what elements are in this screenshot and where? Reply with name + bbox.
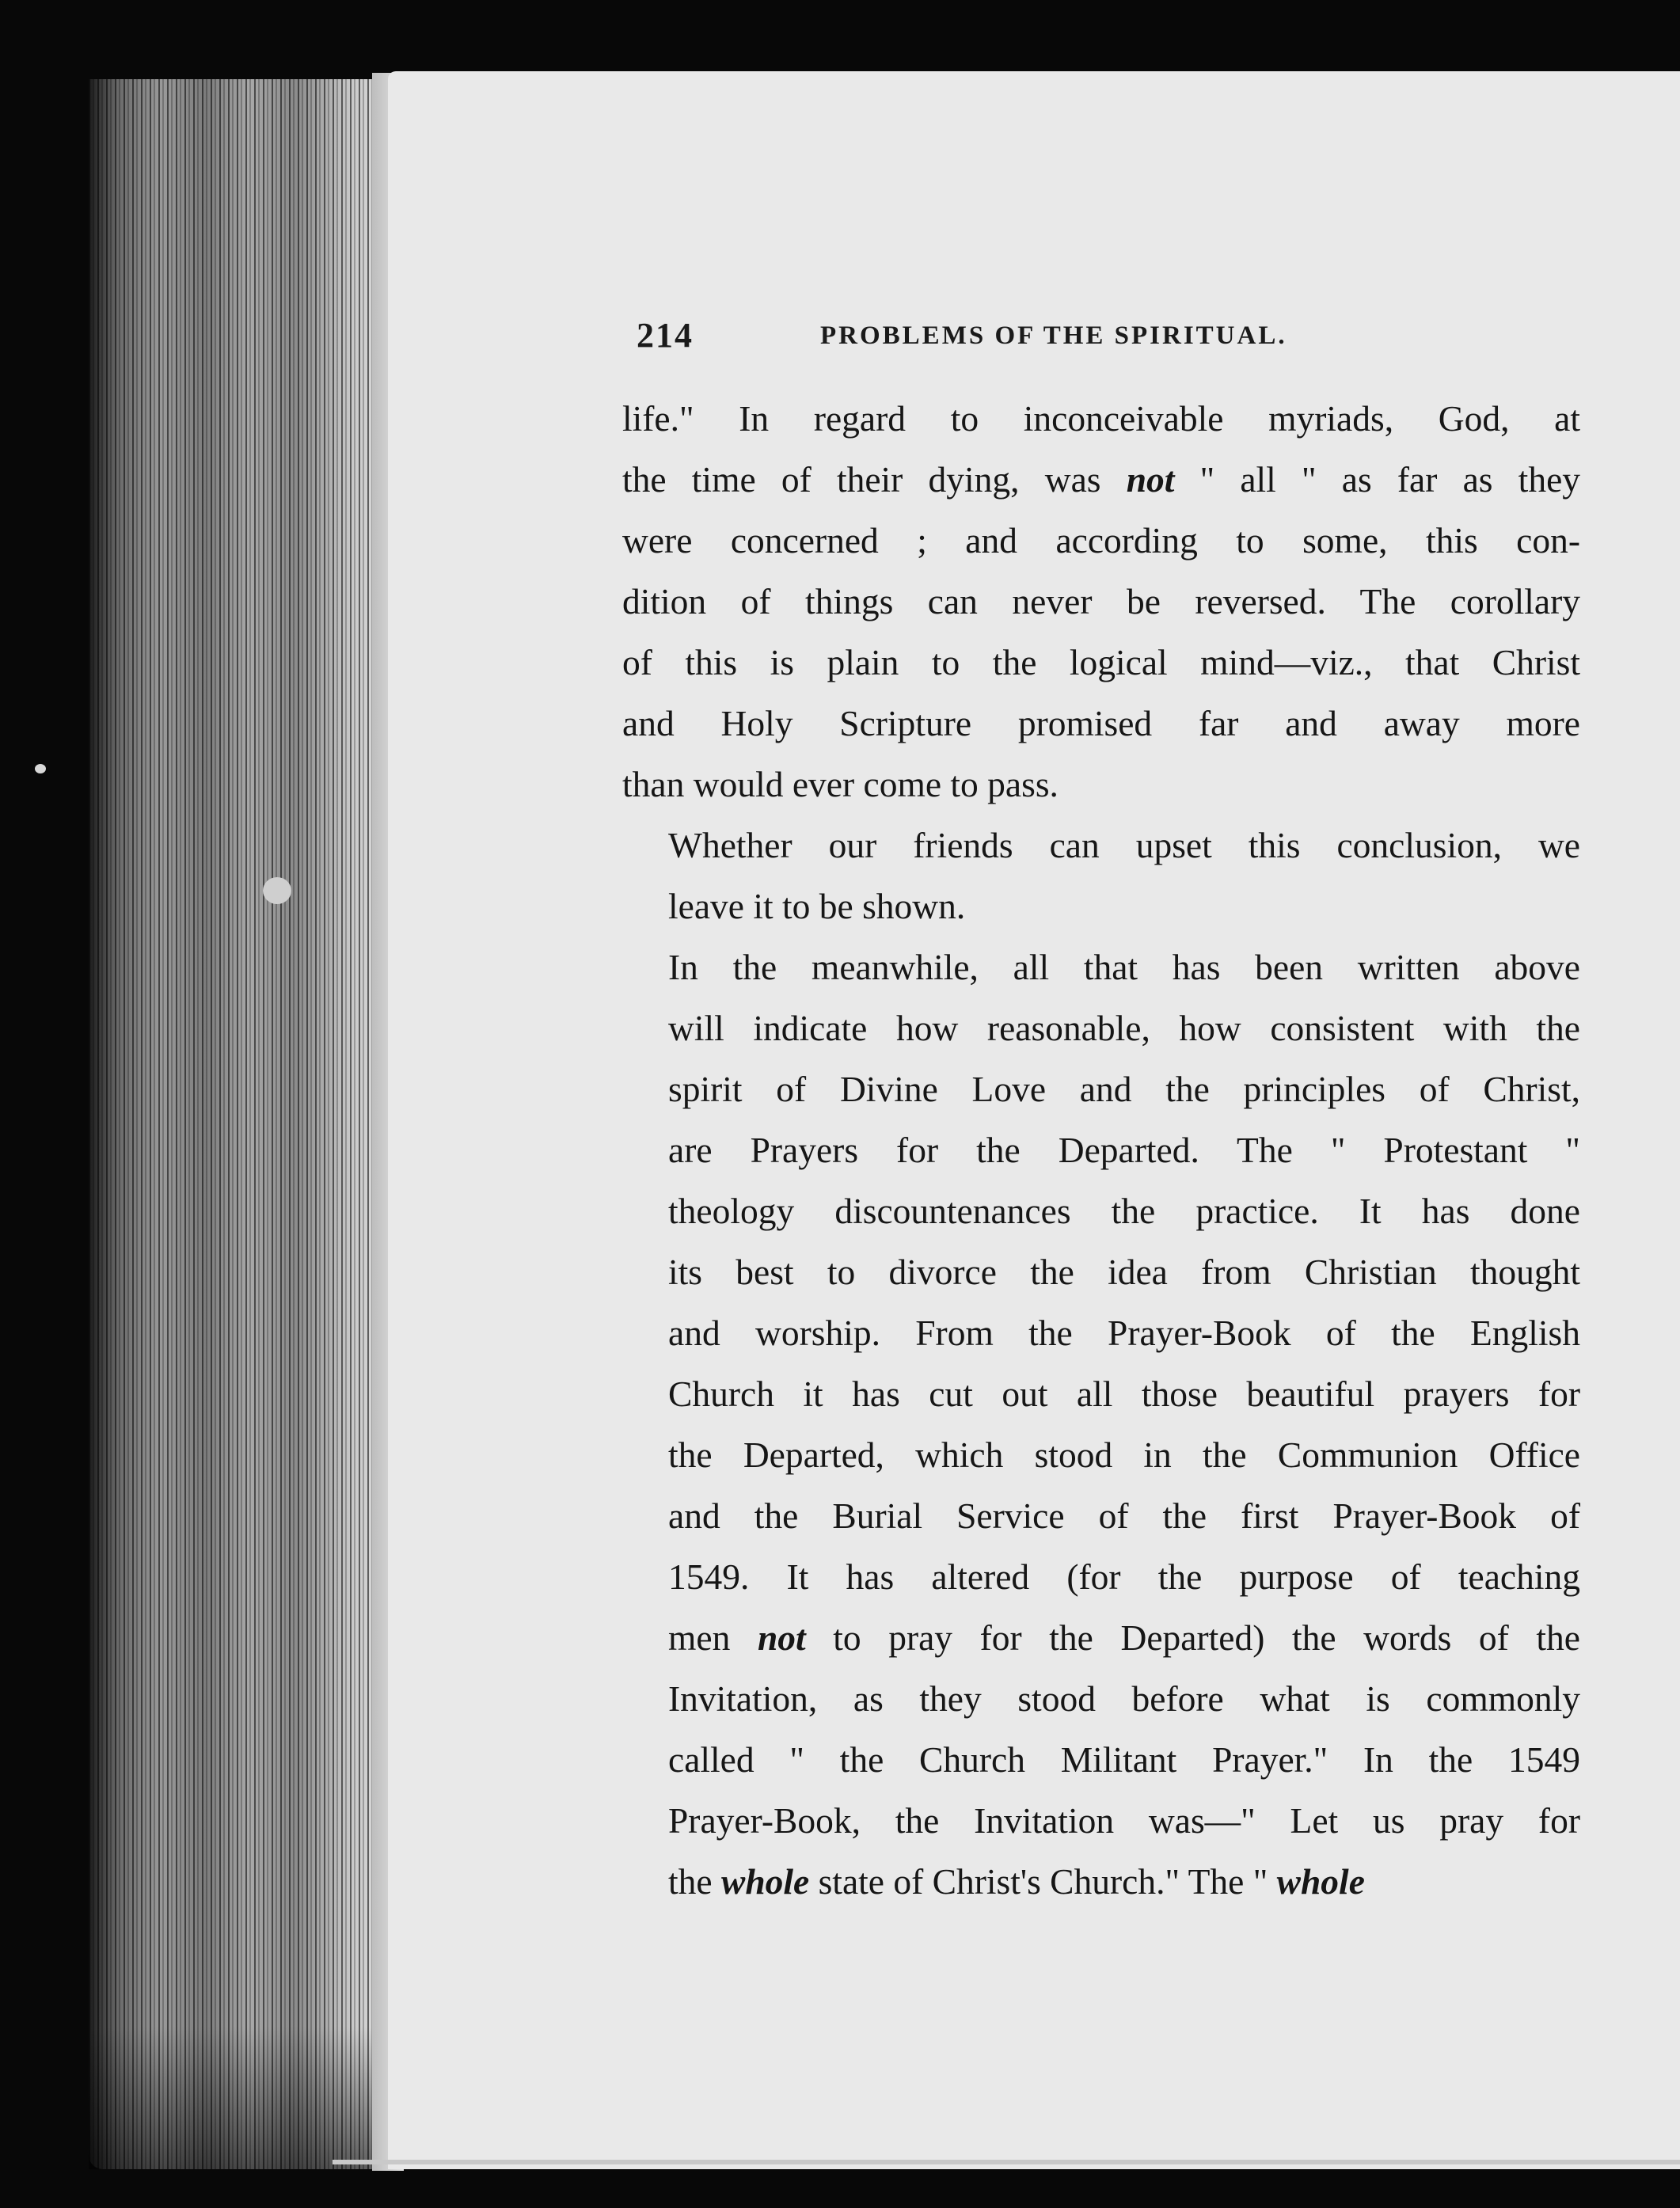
running-title: PROBLEMS OF THE SPIRITUAL.	[820, 321, 1287, 350]
text-line: life." In regard to inconceivable myriads, God, at	[622, 398, 1580, 439]
text-line: of this is plain to the logical mind—viz., that Christ	[622, 642, 1580, 682]
text-line: men not to pray for the Departed) the words of the	[668, 1617, 1581, 1658]
scan-speck	[35, 764, 46, 773]
emphasis: not	[1126, 459, 1175, 500]
paragraph	[622, 815, 1580, 937]
text-line: are Prayers for the Departed. The " Protestant "	[668, 1130, 1580, 1170]
scan-speck	[263, 877, 291, 904]
paragraph	[622, 937, 1580, 1912]
text-line: Invitation, as they stood before what is commonly	[668, 1678, 1580, 1719]
text-line: the Departed, which stood in the Communion Office	[668, 1435, 1580, 1475]
emphasis: whole	[1276, 1861, 1365, 1902]
text-line: and worship. From the Prayer-Book of the English	[668, 1313, 1580, 1353]
text-line: theology discountenances the practice. It has done	[668, 1191, 1580, 1231]
text-line: Whether our friends can upset this conclusion, we	[668, 825, 1580, 865]
text-line: the time of their dying, was not " all " as far as they	[622, 459, 1581, 500]
text-line: its best to divorce the idea from Christian thought	[668, 1252, 1580, 1292]
text-line: than would ever come to pass.	[622, 764, 1059, 804]
emphasis: whole	[720, 1861, 810, 1902]
text-line: and Holy Scripture promised far and away more	[622, 703, 1580, 743]
text-line: the whole state of Christ's Church." The " whole	[668, 1861, 1365, 1902]
text-line: 1549. It has altered (for the purpose of teaching	[668, 1556, 1580, 1597]
body-text	[622, 388, 1580, 1912]
paragraph	[622, 388, 1580, 815]
page-number: 214	[637, 316, 694, 355]
text-line: called " the Church Militant Prayer." In the 1549	[668, 1739, 1580, 1780]
text-line: dition of things can never be reversed. The corollary	[622, 581, 1580, 621]
emphasis: not	[757, 1617, 806, 1658]
text-line: leave it to be shown.	[668, 886, 966, 926]
text-line: spirit of Divine Love and the principles of Christ,	[668, 1069, 1580, 1109]
text-line: Church it has cut out all those beautiful prayers for	[668, 1374, 1580, 1414]
text-line: will indicate how reasonable, how consistent with the	[668, 1008, 1580, 1048]
page-bottom-edge	[333, 2160, 1680, 2164]
text-line: and the Burial Service of the first Prayer-Book of	[668, 1495, 1580, 1536]
running-head	[633, 315, 1425, 363]
book-fore-edge	[89, 79, 382, 2169]
text-line: In the meanwhile, all that has been written above	[668, 947, 1580, 987]
text-line: Prayer-Book, the Invitation was—" Let us pray for	[668, 1800, 1580, 1841]
text-line: were concerned ; and according to some, this con-	[622, 520, 1580, 561]
